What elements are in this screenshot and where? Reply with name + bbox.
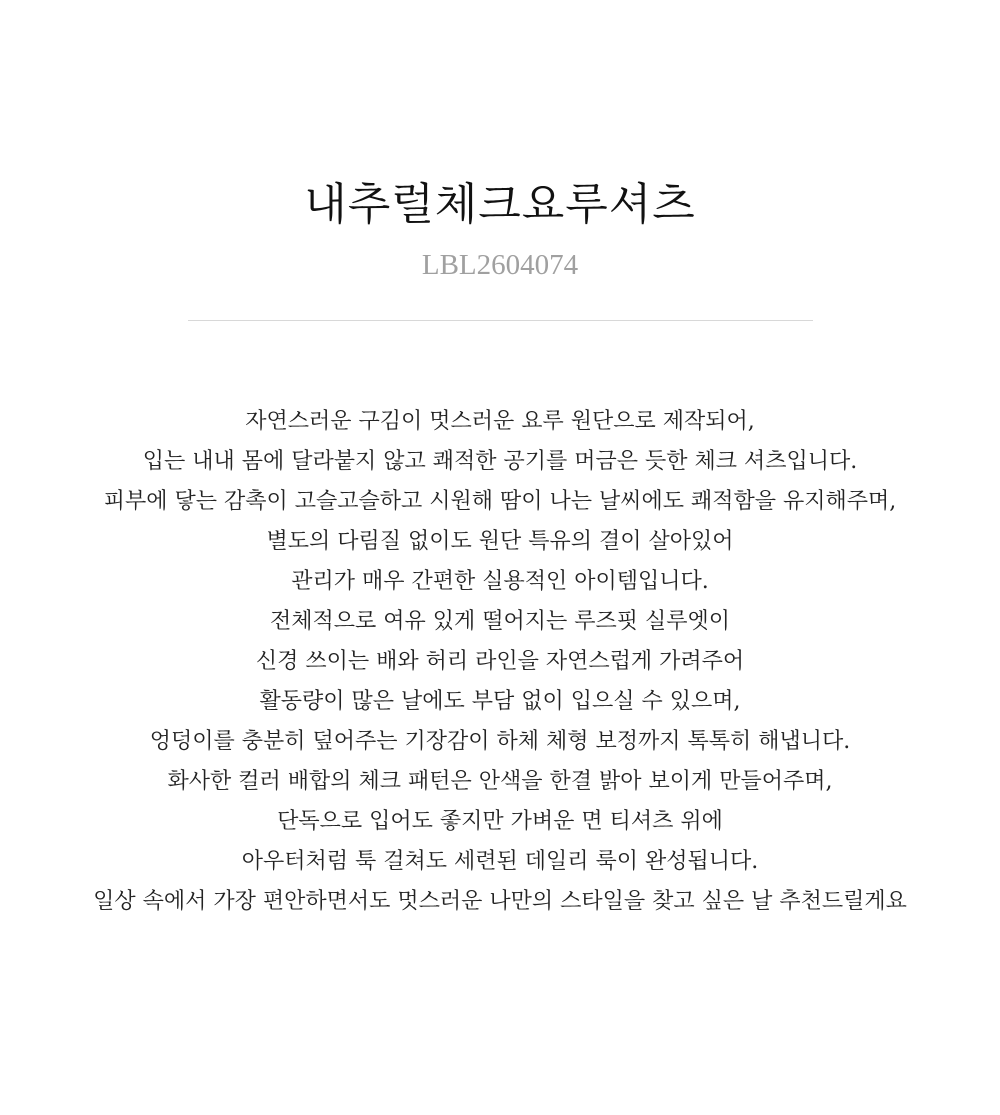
divider [188,320,813,321]
product-title: 내추럴체크요루셔츠 [304,179,696,230]
description-line: 아우터처럼 툭 걸쳐도 세련된 데일리 룩이 완성됩니다. [241,849,759,874]
description-line: 엉덩이를 충분히 덮어주는 기장감이 하체 체형 보정까지 톡톡히 해냅니다. [149,729,851,754]
description-line: 입는 내내 몸에 달라붙지 않고 쾌적한 공기를 머금은 듯한 체크 셔츠입니다. [142,449,858,474]
description-line: 일상 속에서 가장 편안하면서도 멋스러운 나만의 스타일을 찾고 싶은 날 추천드릴게요 [93,889,907,914]
description-line: 화사한 컬러 배합의 체크 패턴은 안색을 한결 밝아 보이게 만들어주며, [167,769,833,794]
description-line: 단독으로 입어도 좋지만 가벼운 면 티셔츠 위에 [277,809,723,834]
description-line: 자연스러운 구김이 멋스러운 요루 원단으로 제작되어, [245,409,755,434]
description-line: 신경 쓰이는 배와 허리 라인을 자연스럽게 가려주어 [255,649,745,674]
description-line: 피부에 닿는 감촉이 고슬고슬하고 시원해 땀이 나는 날씨에도 쾌적함을 유지해주며, [103,489,897,514]
description-line: 전체적으로 여유 있게 떨어지는 루즈핏 실루엣이 [269,609,730,634]
description-line: 활동량이 많은 날에도 부담 없이 입으실 수 있으며, [259,689,741,714]
product-description [20,402,980,922]
description-line: 관리가 매우 간편한 실용적인 아이템입니다. [291,569,709,594]
description-line: 별도의 다림질 없이도 원단 특유의 결이 살아있어 [266,529,734,554]
product-code: LBL2604074 [421,249,579,281]
